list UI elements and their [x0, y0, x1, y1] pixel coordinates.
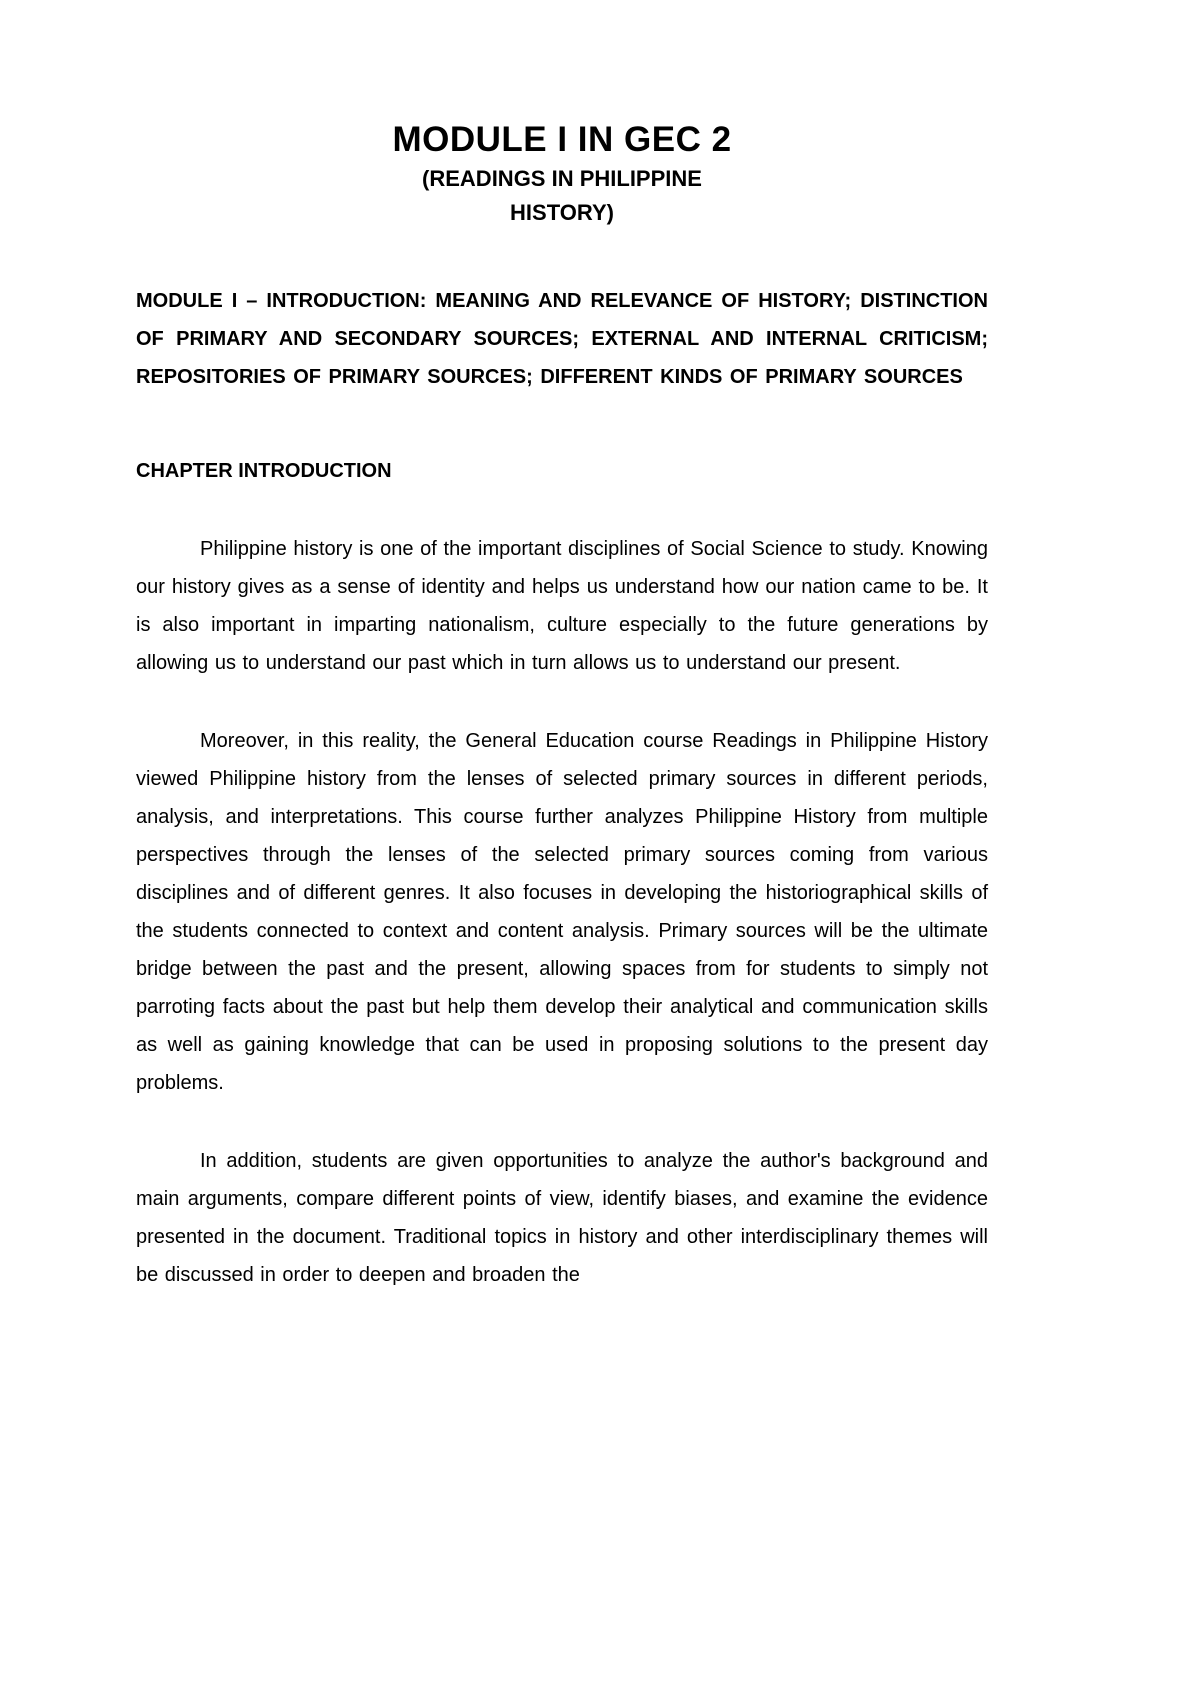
document-subtitle-line-1: (READINGS IN PHILIPPINE: [422, 166, 702, 191]
paragraph-chapter-intro-2: Moreover, in this reality, the General Education course Readings in Philippine History viewed Philippine history from the lenses of selected primary sources in different periods, analysis, and interpretations. This course further analyzes Philippine History from multiple perspectives through the lenses of the selected primary sources coming from various disciplines and of different genres. It also focuses in developing the historiographical skills of the students connected to context and content analysis. Primary sources will be the ultimate bridge between the past and the present, allowing spaces from for students to simply not parroting facts about the past but help them develop their analytical and communication skills as well as gaining knowledge that can be used in proposing solutions to the present day problems.: [136, 730, 988, 1094]
document-subtitle-line-2: HISTORY): [510, 200, 614, 225]
chapter-introduction-heading: CHAPTER INTRODUCTION: [136, 460, 392, 482]
paragraph-chapter-intro-1: Philippine history is one of the important disciplines of Social Science to study. Knowing our history gives as a sense of identity and helps us understand how our nation came to be. It is also important in imparting nationalism, culture especially to the future generations by allowing us to understand our past which in turn allows us to understand our present.: [136, 538, 988, 674]
module-heading: MODULE I – INTRODUCTION: MEANING AND RELEVANCE OF HISTORY; DISTINCTION OF PRIMARY AND SECONDARY SOURCES; EXTERNAL AND INTERNAL CRITICISM; REPOSITORIES OF PRIMARY SOURCES; DIFFERENT KINDS OF PRIMARY SOURCES: [136, 290, 988, 388]
document-title: MODULE I IN GEC 2: [392, 120, 732, 159]
paragraph-chapter-intro-3: In addition, students are given opportunities to analyze the author's background and main arguments, compare different points of view, identify biases, and examine the evidence presented in the document. Traditional topics in history and other interdisciplinary themes will be discussed in order to deepen and broaden the: [136, 1150, 988, 1286]
